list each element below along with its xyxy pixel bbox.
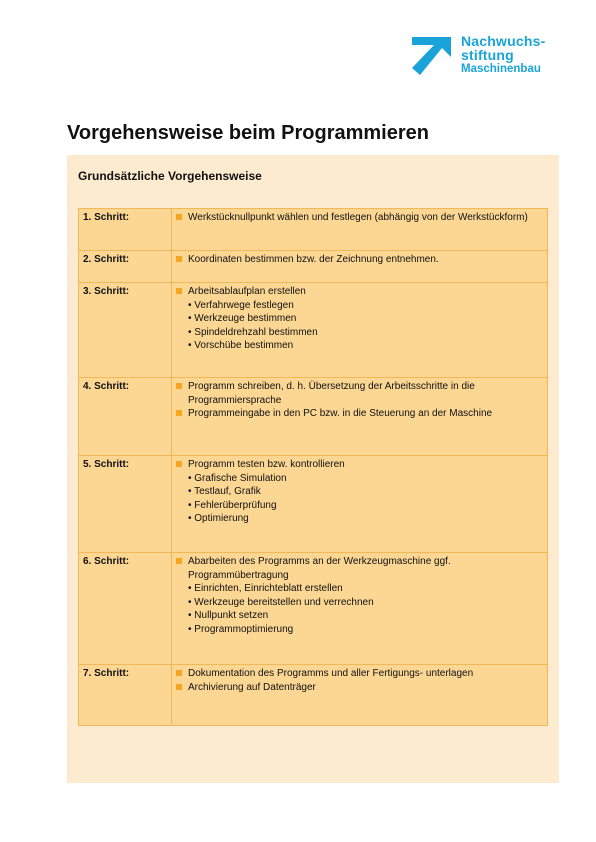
content-panel (67, 155, 559, 783)
step-subitem: • Fehlerüberprüfung (188, 499, 277, 511)
step-label: 4. Schritt: (79, 378, 172, 456)
step-subitem: • Vorschübe bestimmen (188, 340, 294, 351)
step-subitem: • Spindeldrehzahl bestimmen (188, 326, 318, 338)
step-row (79, 378, 548, 456)
step-row (79, 456, 548, 553)
step-label: 7. Schritt: (79, 665, 172, 726)
step-subitem: • Einrichten, Einrichteblatt erstellen (188, 583, 343, 594)
step-item: Programm schreiben, d. h. Übersetzung der Arbeitsschritte in die Programmiersprache (176, 380, 543, 407)
step-content (172, 283, 548, 378)
step-label: 5. Schritt: (79, 456, 172, 553)
logo (408, 34, 568, 82)
step-item: Werkstücknullpunkt wählen und festlegen (abhängig von der Werkstückform) (176, 211, 543, 225)
step-label: 6. Schritt: (79, 553, 172, 665)
logo-line-2: stiftung (461, 47, 514, 63)
step-row (79, 283, 548, 378)
step-content (172, 553, 548, 665)
step-item: Koordinaten bestimmen bzw. der Zeichnung entnehmen. (176, 253, 543, 267)
step-item: Abarbeiten des Programms an der Werkzeugmaschine ggf. Programmübertragung (176, 555, 543, 582)
step-subitem: • Programmoptimierung (188, 623, 294, 635)
step-content (172, 378, 548, 456)
step-item: Archivierung auf Datenträger (176, 681, 543, 695)
page-title: Vorgehensweise beim Programmieren (67, 122, 429, 144)
step-label: 2. Schritt: (79, 251, 172, 283)
step-row (79, 209, 548, 251)
step-subitem: • Grafische Simulation (188, 472, 287, 484)
step-subitem: • Testlauf, Grafik (188, 486, 261, 497)
step-item: Programmeingabe in den PC bzw. in die Steuerung an der Maschine (176, 407, 543, 421)
step-item: Programm testen bzw. kontrollieren (176, 458, 543, 472)
step-content (172, 665, 548, 726)
logo-text (461, 34, 545, 76)
step-subitem: • Werkzeuge bestimmen (188, 313, 297, 324)
step-content (172, 251, 548, 283)
step-row (79, 251, 548, 283)
step-subitem: • Optimierung (188, 513, 249, 524)
step-item: Dokumentation des Programms und aller Fertigungs- unterlagen (176, 667, 543, 681)
step-subitem: • Verfahrwege festlegen (188, 299, 294, 311)
logo-line-1: Nachwuchs- (461, 33, 546, 49)
step-subitem: • Werkzeuge bereitstellen und verrechnen (188, 596, 374, 608)
steps-table (78, 208, 548, 726)
logo-arrow-icon (408, 35, 454, 79)
step-label: 3. Schritt: (79, 283, 172, 378)
step-row (79, 665, 548, 726)
panel-subtitle: Grundsätzliche Vorgehensweise (78, 169, 262, 183)
logo-line-3: Maschinenbau (461, 63, 541, 75)
step-subitem: • Nullpunkt setzen (188, 610, 269, 621)
step-content (172, 209, 548, 251)
step-content (172, 456, 548, 553)
step-item: Arbeitsablaufplan erstellen (176, 285, 543, 299)
step-label: 1. Schritt: (79, 209, 172, 251)
step-row (79, 553, 548, 665)
